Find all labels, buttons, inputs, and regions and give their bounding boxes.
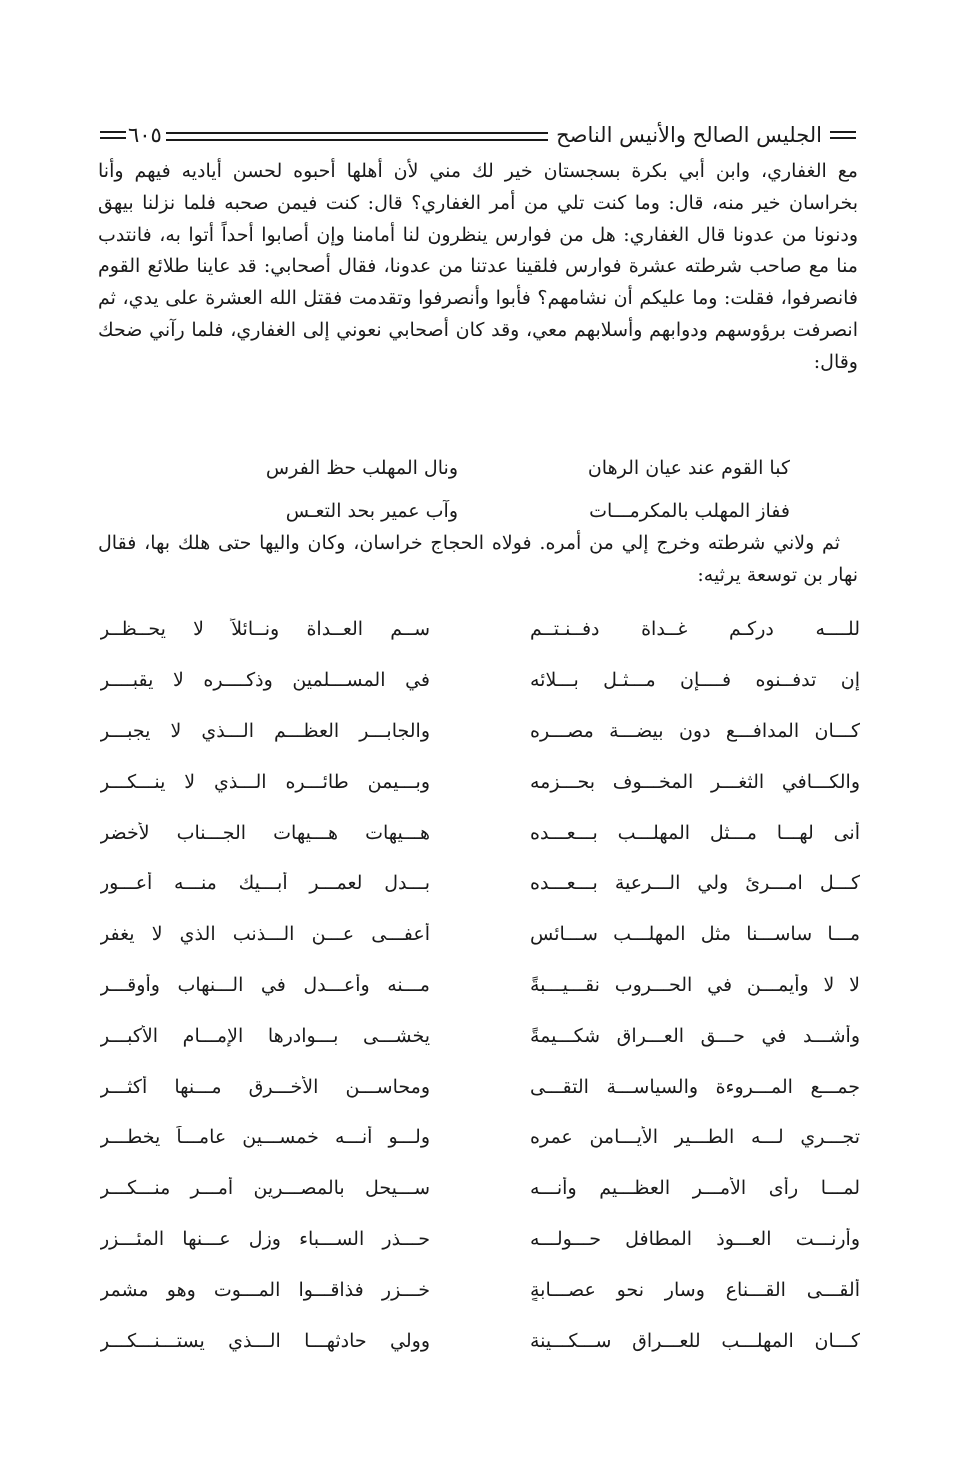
verse-line: [100, 1315, 860, 1366]
verse-second-hemistich: ونال المهلب حظ الفرس: [265, 456, 458, 479]
header-rule: [166, 132, 548, 141]
verse-second-hemistich: حـــذر الســـباء وزل عـــنها المئـــزر: [100, 1227, 430, 1250]
verse-line: [100, 909, 860, 960]
verse-second-hemistich: يخشـــى بـــوادرها الإمـــام الأكبـــر: [100, 1024, 430, 1047]
verse-line: [100, 807, 860, 858]
verse-second-hemistich: في المســـلمين وذكــــره لا يقبــــر: [100, 669, 430, 692]
page-number: ٦٠٥: [128, 123, 162, 147]
verse-second-hemistich: وآب عمير بحد التعـس: [285, 499, 458, 522]
verse-line: [100, 1264, 860, 1315]
verse-first-hemistich: والكـــافي الثغـــر المخـــوف بحـــزمه: [530, 770, 860, 793]
verse-second-hemistich: مـــنه وأعـــدل في الـــنهاب وأوقـــر: [100, 973, 430, 996]
verse-first-hemistich: أنى لهـــا مـــثل المهلـــب بـــعـــده: [530, 821, 860, 844]
verse-line: [100, 960, 860, 1011]
header-ornament-right: [830, 131, 856, 139]
verse-second-hemistich: هـــيهات هـــيهات الجـــناب لأخضر: [100, 821, 430, 844]
verse-second-hemistich: والجابـــر العظـــم الـــذي لا يجبـــر: [100, 719, 430, 742]
paragraph-transition: [98, 528, 858, 592]
verse-second-hemistich: ولـــو أنـــه خمســـين عامـــاً يخطـــر: [100, 1126, 430, 1149]
paragraph-narrative: [98, 156, 858, 379]
verse-line: [100, 655, 860, 706]
verse-line: [100, 1112, 860, 1163]
verse-first-hemistich: ألقـــى القـــناع وسار نحو عصـــابةٍ: [530, 1278, 860, 1301]
poem-elegy: [100, 604, 860, 1366]
paragraph-text: ثم ولاني شرطته وخرج إلي من أمره. فولاه الحجاج خراسان، وكان واليها حتى هلك بها، فقال نهار بن توسعة يرثيه:: [98, 532, 858, 586]
verse-second-hemistich: ســم العــداة ونــائلاً لا يحــظــر: [100, 618, 430, 641]
verse-line: [100, 1214, 860, 1265]
verse-first-hemistich: جمـــع المـــروءة والسياســـة التقـــى: [530, 1075, 860, 1098]
verse-first-hemistich: وأشـــد في حـــق العـــراق شكـــيمةً: [530, 1024, 860, 1047]
paragraph-text: مع الغفاري، وابن أبي بكرة بسجستان خير لك مني لأن أهلها أحبوه لحسن أياديه فيهم وأنا بخراسان خير منه، قال: وما كنت تلي من أمر الغفاري؟ قال: كنت فيمن صحبه فلما نزلنا بيهق ودنونا من عدونا قال الغفاري: هل من فوارس ينظرون لنا أمامنا وإن أصابوا أحداً أتوا به، فانتدب منا مع صاحب شرطته عشرة فوارس فلقينا عدتنا من عدونا، فقال أصحابي: قد عاينا طلائع القوم فانصرفوا، فقلت: وما عليكم أن نشامهم؟ فأبوا وأنصرفوا وتقدمت فقتل الله العشرة على يدي، ثم انصرفت برؤوسهم ودوابهم وأسلابهم معي، وقد كان أصحابي نعوني إلى الغفاري، فلما رآني ضحك وقال:: [98, 160, 858, 373]
verse-line: [100, 706, 860, 757]
verse-first-hemistich: لمـــا رأى الأمـــر العظـــيم وأنـــه: [530, 1177, 860, 1200]
verse-first-hemistich: إن تدفــنوه فــــإن مـــثـل بـــلائه: [530, 669, 860, 692]
verse-second-hemistich: أعفـــى عـــن الـــذنب الذي لا يغفر: [100, 923, 430, 946]
poem-one: [100, 446, 860, 532]
header-ornament-left: [100, 131, 126, 139]
verse-second-hemistich: ســـيحل بالمصـــرين أمـــر منـــكـــر: [100, 1177, 430, 1200]
verse-line: [100, 446, 860, 489]
verse-first-hemistich: مـــا ساســـنا مثل المهلـــب ســـائس: [530, 923, 860, 946]
verse-line: [100, 858, 860, 909]
verse-line: [100, 1010, 860, 1061]
verse-second-hemistich: وبـــيمن طائـــره الـــذي لا ينـــكـــر: [100, 770, 430, 793]
verse-second-hemistich: ومحاســـن الأخـــرق مـــنها أكثـــر: [100, 1075, 430, 1098]
running-header: [100, 118, 856, 152]
verse-first-hemistich: للــــه دركـم غــداة دفــنـتــم: [530, 618, 860, 641]
verse-first-hemistich: كـــل امـــرئ ولي الـــرعية بـــعـــده: [530, 872, 860, 895]
verse-line: [100, 1163, 860, 1214]
verse-first-hemistich: كـــان المهلـــب للعـــراق ســـكـــينة: [530, 1329, 860, 1352]
verse-line: [100, 756, 860, 807]
verse-line: [100, 604, 860, 655]
verse-line: [100, 489, 860, 532]
book-title: الجليس الصالح والأنيس الناصح: [556, 123, 822, 147]
verse-second-hemistich: وولي حادثهـــا الـــذي يستـــنـــكـــر: [100, 1329, 430, 1352]
verse-second-hemistich: خـــزرٍ فذاقـــوا المـــوت وهو مشمر: [100, 1278, 430, 1301]
verse-second-hemistich: بـــدل لعمـــر أبـــيك منـــه أعـــور: [100, 872, 430, 895]
verse-first-hemistich: ففاز المهلب بالمكرمـــات: [589, 499, 790, 522]
verse-first-hemistich: كـــان المدافـــع دون بيضـــة مصـــره: [530, 719, 860, 742]
verse-first-hemistich: لا لا وأيمـــن في الحـــروب نقـــيـــبةً: [530, 973, 860, 996]
verse-line: [100, 1061, 860, 1112]
verse-first-hemistich: تجـــري لـــه الطـــير الأيـــامن عمره: [530, 1126, 860, 1149]
verse-first-hemistich: كبا القوم عند عيان الرهان: [587, 456, 790, 479]
verse-first-hemistich: وأرنـــت العـــوذ المطافل حـــولـــه: [530, 1227, 860, 1250]
